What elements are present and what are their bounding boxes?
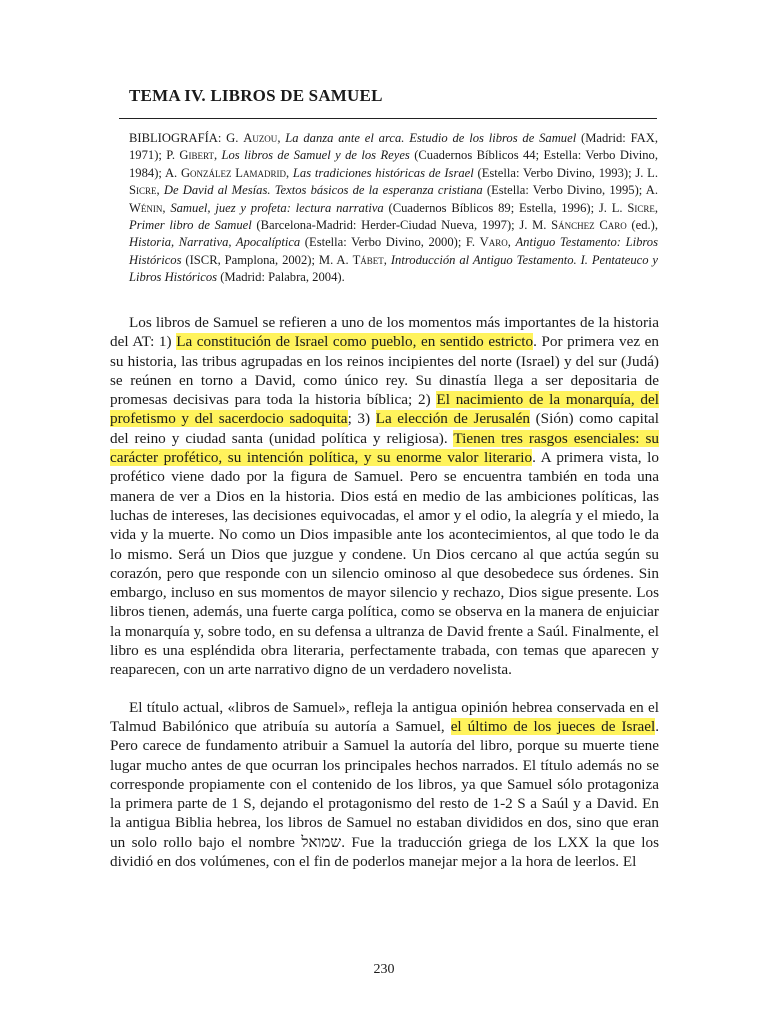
book-title: Historia, Narrativa, Apocalíptica: [129, 235, 301, 250]
book-title: La danza ante el arca. Estudio de los libros de Samuel: [285, 131, 577, 145]
author-name: Tábet: [352, 252, 384, 267]
book-title: Samuel, juez y profeta: lectura narrativa: [170, 200, 384, 215]
highlighted-text: La elección de Jerusalén: [375, 410, 530, 428]
text-run: (Madrid: Palabra, 2004).: [217, 270, 345, 285]
text-run: (Estella: Verbo Divino, 2000); F.: [300, 235, 480, 250]
author-name: Sánchez Caro: [551, 218, 627, 233]
text-run: ,: [277, 131, 286, 145]
text-run: . A primera vista, lo profético viene dado por la figura de Samuel. Pero se encuentra también en toda una manera de ver a Dios en la historia. Dios está en medio de las ambiciones políticas, las luchas de intereses, las decisiones equivocadas, el amor y el odio, la alegría y el miedo, la vida y la muerte. No como un Dios impasible ante los acontecimientos, al que todo le da lo mismo. Será un Dios que juzgue y condene. Un Dios cercano al que actúa según su corazón, pero que responde con un silencio ominoso al que desobedece sus órdenes. Sin embargo, incluso en sus momentos de mayor silencio y rechazo, Dios sigue presente. Los libros tienen, además, una fuerte carga política, como se observa en la manera de enjuiciar la monarquía y, sobre todo, en su defensa a ultranza de David frente a Saúl. Finalmente, el libro es una espléndida obra literaria, perfectamente trabada, con temas que aparecen y reaparecen, con un arte narrativo digno de un verdadero novelista.: [110, 449, 659, 679]
text-run: (Estella: Verbo Divino, 1995); A.: [482, 183, 658, 198]
page-number: 230: [373, 962, 395, 977]
text-run: ,: [162, 200, 171, 215]
text-run: ,: [213, 148, 222, 163]
text-run: (Sión) como capital del reino y ciudad santa (unidad política y religiosa).: [110, 410, 660, 447]
paragraph-1: [110, 313, 659, 680]
author-name: Sicre: [129, 183, 157, 198]
text-run: (Cuadernos Bíblicos 89; Estella, 1996); J. L.: [383, 200, 628, 215]
text-run: (Estella: Verbo Divino, 1993); J. L.: [473, 165, 658, 180]
text-run: El título actual, «libros de Samuel», refleja la antigua opinión hebrea conservada en el Talmud Babilónico que atribuía su autoría a Samuel,: [110, 698, 659, 735]
text-run: ,: [507, 235, 516, 250]
text-run: (Madrid: FAX, 1971); P.: [129, 131, 658, 163]
book-title: De David al Mesías. Textos básicos de la esperanza cristiana: [163, 183, 483, 198]
text-run: (Cuadernos Bíblicos 44; Estella: Verbo Divino, 1984); A.: [129, 148, 658, 180]
text-run: ; 3): [347, 410, 376, 428]
text-run: (ed.),: [626, 218, 658, 233]
book-title: Los libros de Samuel y de los Reyes: [221, 148, 410, 163]
title-rule: [119, 118, 657, 119]
book-title: Primer libro de Samuel: [129, 218, 252, 233]
text-run: . Pero carece de fundamento atribuir a Samuel la autoría del libro, porque su muerte tiene lugar mucho antes de que ocurran los principales hechos narrados. El título además no se corresponde propiamente con el contenido de los libros, ya que Samuel sólo protagoniza la primera parte de 1 S, dejando el protagonismo del resto de 1-2 S a Saúl y a David. En la antigua Biblia hebrea, los libros de Samuel no estaban divididos en dos, sino que eran un solo rollo bajo el nombre: [110, 717, 660, 851]
book-title: Las tradiciones históricas de Israel: [292, 165, 474, 180]
text-run: (Barcelona-Madrid: Herder-Ciudad Nueva, 1997); J. M.: [251, 218, 552, 233]
author-name: Sicre: [627, 200, 655, 215]
author-name: Wénin: [129, 200, 163, 215]
text-run: . Por primera vez en su historia, las tribus agrupadas en los reinos incipientes del norte (Israel) y del sur (Judá) se reúnen en torno a David, como único rey. Su dinastía llega a ser depositaria de promesas decisivas para toda la historia bíblica; 2): [110, 333, 659, 409]
text-run: ,: [383, 252, 391, 267]
author-name: González Lamadrid: [180, 165, 286, 180]
text-run: BIBLIOGRAFÍA: G.: [129, 131, 244, 145]
text-run: Los libros de Samuel se refieren a uno de los momentos más importantes de la historia del AT: 1): [110, 314, 659, 351]
text-run: (ISCR, Pamplona, 2002); M. A.: [181, 252, 353, 267]
text-run: ,: [156, 183, 164, 198]
highlighted-text: La constitución de Israel como pueblo, en sentido estricto: [176, 333, 534, 351]
highlighted-text: Tienen tres rasgos esenciales: su carácter profético, su intención política, y su enorme valor literario: [110, 429, 660, 467]
text-run: ,: [654, 200, 658, 215]
body-text: [110, 313, 659, 871]
author-name: Gibert: [179, 148, 214, 163]
book-title: Introducción al Antiguo Testamento. I. Pentateuco y Libros Históricos: [129, 252, 659, 285]
author-name: Auzou: [243, 131, 278, 145]
author-name: Varo: [479, 235, 508, 250]
hebrew-word: שמואל: [301, 832, 342, 851]
highlighted-text: el último de los jueces de Israel: [450, 717, 656, 735]
text-run: ,: [286, 165, 293, 180]
paragraph-2: [110, 698, 659, 872]
chapter-title: TEMA IV. LIBROS DE SAMUEL: [129, 86, 383, 105]
text-run: . Fue la traducción griega de los LXX la que los dividió en dos volúmenes, con el fin de poderlos manejar mejor a la hora de leerlos. El: [110, 833, 659, 871]
bibliography: [129, 130, 658, 287]
highlighted-text: El nacimiento de la monarquía, del profetismo y del sacerdocio sadoquita: [110, 391, 659, 428]
book-title: Antiguo Testamento: Libros Históricos: [129, 235, 659, 267]
